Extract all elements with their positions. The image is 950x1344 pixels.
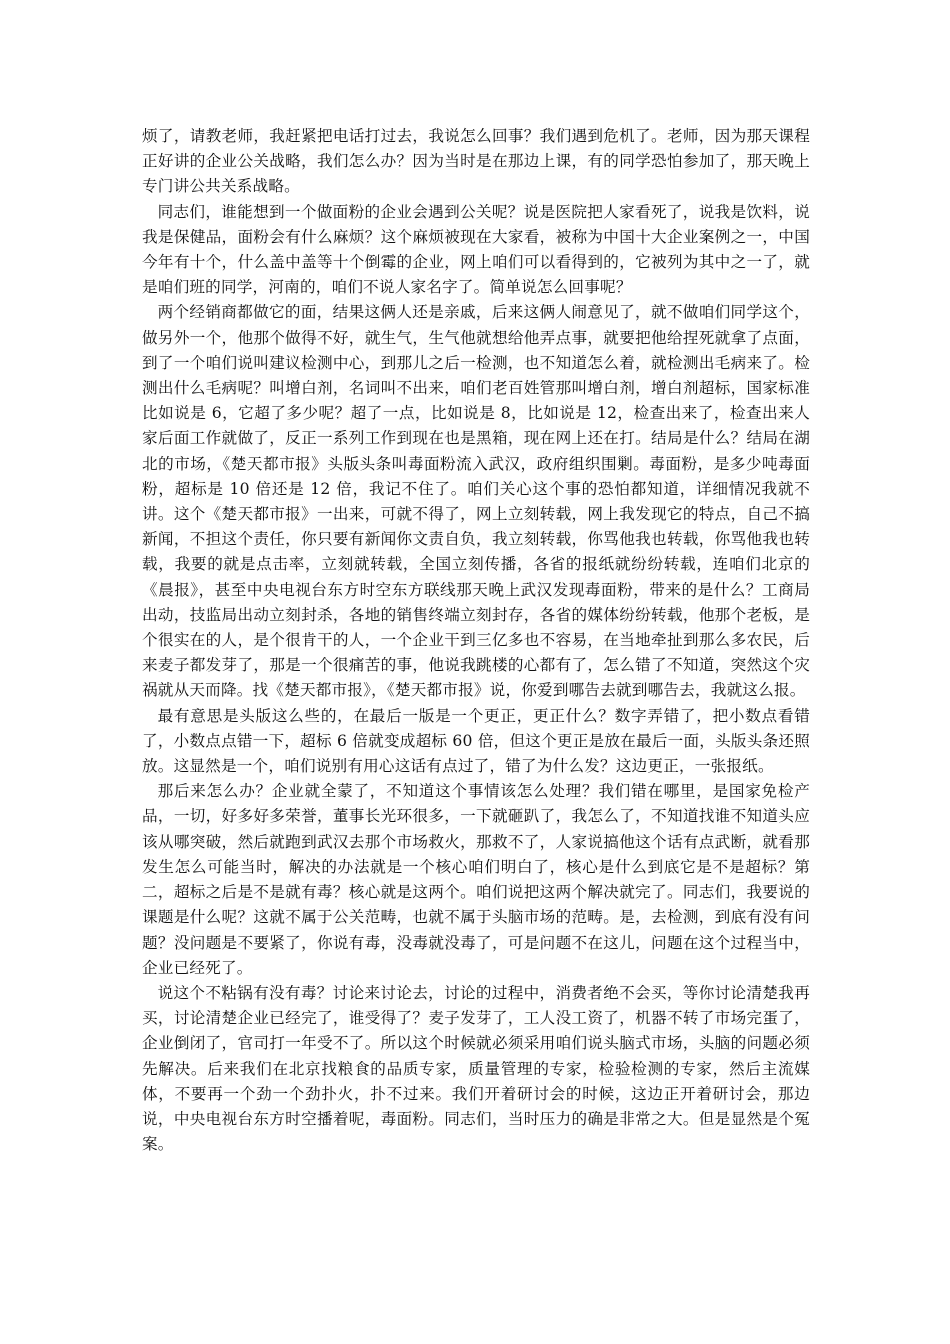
paragraph-6: 说这个不粘锅有没有毒？讨论来讨论去，讨论的过程中，消费者绝不会买，等你讨论清楚我再买，讨论清楚企业已经完了，谁受得了？麦子发芽了，工人没工资了，机器不转了市场完蛋了，企业倒闭了，官司打一年受不了。所以这个时候就必须采用咱们说头脑式市场，头脑的问题必须先解决。后来我们在北京找粮食的品质专家，质量管理的专家，检验检测的专家，然后主流媒体，不要再一个劲一个劲扑火，扑不过来。我们开着研讨会的时候，这边正开着研讨会，那边说，中央电视台东方时空播着呢，毒面粉。同志们，当时压力的确是非常之大。但是显然是个冤案。 <box>142 983 810 1154</box>
paragraph-4: 最有意思是头版这么些的，在最后一版是一个更正，更正什么？数字弄错了，把小数点看错了，小数点点错一下，超标 6 倍就变成超标 60 倍，但这个更正是放在最后一面，头版头条还照放。这显然是一个，咱们说别有用心这话有点过了，错了为什么发？这边更正，一张报纸。 <box>142 706 810 776</box>
document-body <box>142 124 810 1157</box>
paragraph-2: 同志们，谁能想到一个做面粉的企业会遇到公关呢？说是医院把人家看死了，说我是饮料，说我是保健品，面粉会有什么麻烦？这个麻烦被现在大家看，被称为中国十大企业案例之一，中国今年有十个，什么盖中盖等十个倒霉的企业，网上咱们可以看得到的，它被列为其中之一了，就是咱们班的同学，河南的，咱们不说人家名字了。简单说怎么回事呢？ <box>142 202 810 297</box>
paragraph-3: 两个经销商都做它的面，结果这俩人还是亲戚，后来这俩人闹意见了，就不做咱们同学这个，做另外一个，他那个做得不好，就生气，生气他就想给他弄点事，就要把他给捏死就拿了点面，到了一个咱们说叫建议检测中心，到那儿之后一检测，也不知道怎么着，就检测出毛病来了。检测出什么毛病呢？叫增白剂，名词叫不出来，咱们老百姓管那叫增白剂，增白剂超标，国家标准比如说是 6，它超了多少呢？超了一点，比如说是 8，比如说是 12，检查出来了，检查出来人家后面工作就做了，反正一系列工作到现在也是黑箱，现在网上还在打。结局是什么？结局在湖北的市场，《楚天都市报》头版头条叫毒面粉流入武汉，政府组织围剿。毒面粉，是多少吨毒面粉，超标是 10 倍还是 12 倍，我记不住了。咱们关心这个事的恐怕都知道，详细情况我就不讲。这个《楚天都市报》一出来，可就不得了，网上立刻转载，网上我发现它的特点，自己不搞新闻，不担这个责任，你只要有新闻你文责自负，我立刻转载，你骂他我也转载，你骂他我也转载，我要的就是点击率，立刻就转载，全国立刻传播，各省的报纸就纷纷转载，连咱们北京的《晨报》，甚至中央电视台东方时空东方联线那天晚上武汉发现毒面粉，带来的是什么？工商局出动，技监局出动立刻封杀，各地的销售终端立刻封存，各省的媒体纷纷转载，他那个老板，是个很实在的人，是个很肯干的人，一个企业干到三亿多也不容易，在当地牵扯到那么多农民，后来麦子都发芽了，那是一个很痛苦的事，他说我跳楼的心都有了，怎么错了不知道，突然这个灾祸就从天而降。找《楚天都市报》，《楚天都市报》说，你爱到哪告去就到哪告去，我就这么报。 <box>142 303 810 700</box>
paragraph-5: 那后来怎么办？企业就全蒙了，不知道这个事情该怎么处理？我们错在哪里，是国家免检产品，一切，好多好多荣誉，董事长光环很多，一下就砸趴了，我怎么了，不知道找谁不知道头应该从哪突破，然后就跑到武汉去那个市场救火，那救不了，人家说搞他这个话有点武断，就看那发生怎么可能当时，解决的办法就是一个核心咱们明白了，核心是什么到底它是不是超标？第二，超标之后是不是就有毒？核心就是这两个。咱们说把这两个解决就完了。同志们，我要说的课题是什么呢？这就不属于公关范畴，也就不属于头脑市场的范畴。是，去检测，到底有没有问题？没问题是不要紧了，你说有毒，没毒就没毒了，可是问题不在这儿，问题在这个过程当中，企业已经死了。 <box>142 782 810 977</box>
paragraph-1: 烦了，请教老师，我赶紧把电话打过去，我说怎么回事？我们遇到危机了。老师，因为那天课程正好讲的企业公关战略，我们怎么办？因为当时是在那边上课，有的同学恐怕参加了，那天晚上专门讲公共关系战略。 <box>142 127 810 196</box>
